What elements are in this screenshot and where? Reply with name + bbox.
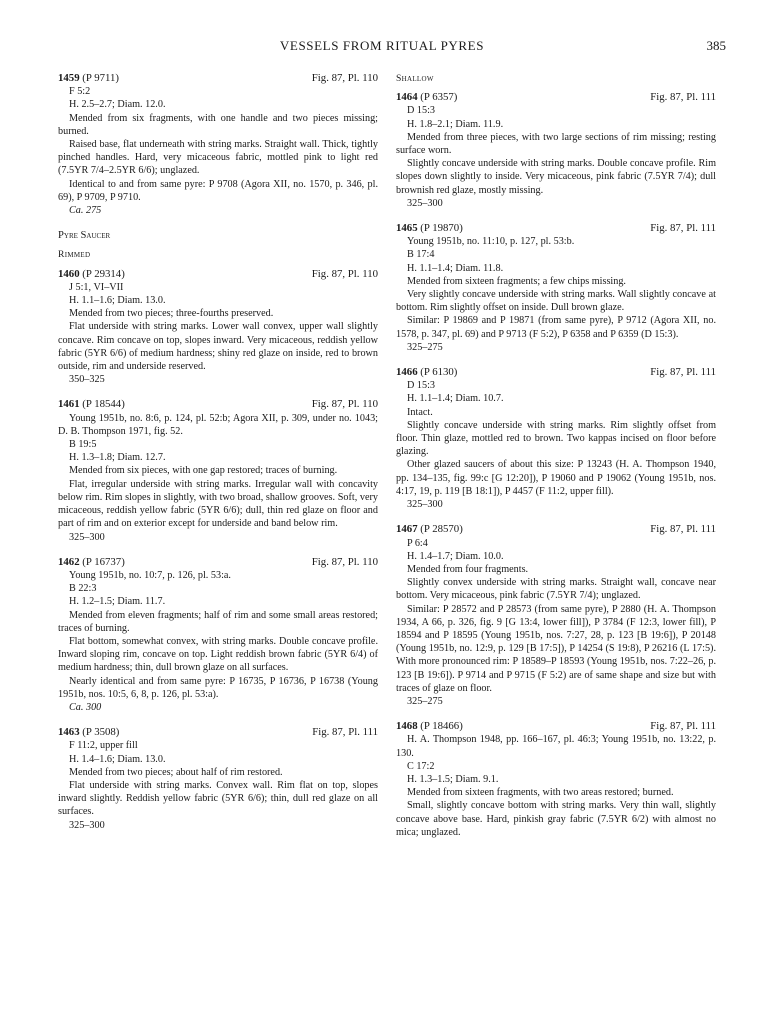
figure-reference: Fig. 87, Pl. 110 — [311, 72, 378, 84]
inventory-number: (P 19870) — [420, 222, 463, 235]
entry-number: 1459 — [58, 72, 80, 84]
comparanda: Other glazed saucers of about this size: P 13243 (H. A. Thompson 1940, pp. 134–135, fig. 99:c [G 12:20]), P 19060 and P 19062 (Young 1951b, nos. 4:17, 19, p. 119 [B 18:1]), P 4457 (F 11:2, upper fill). — [396, 459, 716, 497]
inventory-number: (P 3508) — [82, 726, 120, 739]
deposit: F 11:2, upper fill — [69, 740, 138, 752]
dimensions: H. 1.1–1.4; Diam. 10.7. — [407, 393, 504, 405]
description: Slightly concave underside with string marks. Rim slightly offset from floor. Thin glaze, mottled red to brown. Two kappas incised on floor before glazing. — [396, 419, 716, 458]
catalog-entry-1460 — [58, 268, 378, 387]
catalog-entry-1464 — [396, 91, 716, 210]
dimensions: H. 1.1–1.6; Diam. 13.0. — [69, 295, 166, 307]
dimensions: H. 1.1–1.4; Diam. 11.8. — [407, 262, 504, 274]
inventory-number: (P 9711) — [82, 72, 119, 84]
comparanda: Similar: P 19869 and P 19871 (from same pyre), P 9712 (Agora XII, no. 1578, p. 347, pl. 69) and P 9713 (F 5:2), P 6358 and P 6359 (D 15:3). — [396, 315, 716, 340]
entry-number: 1468 — [396, 720, 418, 733]
inventory-number: (P 6357) — [420, 91, 458, 104]
description: Small, slightly concave bottom with string marks. Very thin wall, slightly concave above base. Hard, pinkish gray fabric (7.5YR 6/2) with almost no mica; unglazed. — [396, 800, 716, 838]
dimensions: H. 2.5–2.7; Diam. 12.0. — [69, 99, 166, 111]
right-column — [396, 72, 716, 851]
condition: Mended from six pieces, with one gap restored; traces of burning. — [69, 465, 338, 477]
condition: Mended from three pieces, with two large sections of rim missing; resting surface worn. — [396, 131, 716, 157]
description: Flat underside with string marks. Convex wall. Rim flat on top, slopes inward slightly. Reddish yellow fabric (5YR 6/6); thin, dull red glaze on all surfaces. — [58, 779, 378, 818]
inventory-number: (P 16737) — [82, 555, 125, 568]
description: Flat bottom, somewhat convex, with string marks. Double concave profile. Inward sloping rim, concave on top. Light reddish brown fabric (5YR 6/4) of medium hardness; thin, dull brown glaze on all surfaces. — [58, 635, 378, 674]
inventory-number: (P 29314) — [82, 267, 125, 280]
condition: Mended from sixteen fragments; a few chips missing. — [407, 275, 626, 287]
entry-number: 1464 — [396, 91, 418, 104]
figure-reference: Fig. 87, Pl. 110 — [311, 267, 378, 280]
figure-reference: Fig. 87, Pl. 111 — [650, 366, 716, 379]
deposit: C 17:2 — [407, 760, 435, 772]
running-title: VESSELS FROM RITUAL PYRES — [279, 38, 485, 53]
dimensions: H. 1.3–1.5; Diam. 9.1. — [407, 773, 499, 785]
date: 325–275 — [407, 341, 443, 353]
catalog-entry-1462 — [58, 556, 378, 714]
entry-number: 1460 — [58, 267, 80, 280]
inventory-number: (P 18466) — [420, 720, 463, 733]
page-number: 385 — [706, 38, 726, 53]
condition: Mended from two pieces; about half of rim restored. — [69, 766, 283, 778]
inventory-number: (P 28570) — [420, 523, 463, 536]
bibliography: Young 1951b, no. 8:6, p. 124, pl. 52:b; Agora XII, p. 309, under no. 1043; D. B. Thompson 1971, fig. 52. — [58, 412, 378, 437]
figure-reference: Fig. 87, Pl. 111 — [650, 91, 716, 104]
date: 325–300 — [69, 819, 105, 831]
condition: Mended from sixteen fragments, with two areas restored; burned. — [407, 787, 674, 799]
catalog-entry-1461 — [58, 398, 378, 543]
date: Ca. 300 — [69, 701, 102, 713]
entry-number: 1466 — [396, 366, 418, 379]
description: Flat underside with string marks. Lower wall convex, upper wall slightly concave. Rim concave on top, slopes inward. Very micaceous, reddish yellow fabric (5YR 6/6) of medium hardness; shiny red glaze on inside, red to brown outside, rim and underside reserved. — [58, 321, 378, 373]
condition: Mended from four fragments. — [407, 563, 529, 575]
comparanda: Nearly identical and from same pyre: P 16735, P 16736, P 16738 (Young 1951b, nos. 10:5, 6, 8, p. 126, pl. 53:a). — [58, 675, 378, 700]
deposit: P 6:4 — [407, 537, 428, 549]
description: Slightly convex underside with string marks. Straight wall, concave near bottom. Very micaceous, pink fabric (7.5YR 7/4); unglazed. — [396, 577, 716, 602]
subsection-heading: Shallow — [396, 73, 434, 84]
dimensions: H. 1.3–1.8; Diam. 12.7. — [69, 452, 166, 464]
bibliography: Young 1951b, no. 10:7, p. 126, pl. 53:a. — [69, 569, 231, 581]
date: 325–300 — [69, 531, 105, 543]
dimensions: H. 1.8–2.1; Diam. 11.9. — [407, 118, 504, 130]
figure-reference: Fig. 87, Pl. 111 — [650, 222, 716, 235]
entry-number: 1461 — [58, 398, 80, 411]
description: Slightly concave underside with string marks. Double concave profile. Rim slopes down slightly to inside. Very micaceous, pink fabric (7.5YR 7/4); dull brownish red glaze, mostly missing. — [396, 158, 716, 196]
catalog-entry-1459 — [58, 72, 378, 217]
figure-reference: Fig. 87, Pl. 111 — [312, 726, 378, 739]
catalog-entry-1468 — [396, 720, 716, 839]
deposit: B 22:3 — [69, 583, 97, 595]
date: Ca. 275 — [69, 205, 102, 217]
catalog-entry-1465 — [396, 222, 716, 354]
catalog-entry-1467 — [396, 523, 716, 708]
figure-reference: Fig. 87, Pl. 111 — [650, 523, 716, 536]
description: Flat, irregular underside with string marks. Irregular wall with concavity below rim. Rim slopes in slightly, with two broad, shallow grooves. Soft, very micaceous, reddish yellow fabric (5YR 6/6); dull, thin red glaze on floor and part of rim and on exterior except for underside and band below rim. — [58, 478, 378, 530]
comparanda: Similar: P 28572 and P 28573 (from same pyre), P 2880 (H. A. Thompson 1934, A 66, p. 326, fig. 9 [G 13:4, lower fill]), P 3784 (F 12:3, lower fill), P 18594 and P 18595 (Young 1951b, nos. 7:27, 28, p. 123 [B 19:6]), P 20148 (Young 1951b, no. 12:9, p. 129 [B 17:5]), P 14254 (S 19:8), P 26216 (L 17:5). With more pronounced rim: P 18589–P 18593 (Young 1951b, nos. 7:22–26, p. 123 [B 19:6]). P 9714 and P 9715 (F 5:2) are of same shape and size but with traces of glaze on floor. — [396, 603, 716, 694]
dimensions: H. 1.4–1.7; Diam. 10.0. — [407, 550, 504, 562]
deposit: D 15:3 — [407, 380, 436, 392]
date: 325–300 — [407, 197, 443, 209]
figure-reference: Fig. 87, Pl. 110 — [311, 555, 378, 568]
description: Very slightly concave underside with string marks. Wall slightly concave at bottom. Rim slightly offset on inside. Dull brown glaze. — [396, 289, 716, 314]
catalog-entry-1463 — [58, 726, 378, 832]
condition: Mended from six fragments, with one handle and two pieces missing; burned. — [58, 112, 378, 137]
entry-number: 1463 — [58, 726, 80, 739]
date: 325–300 — [407, 499, 443, 511]
date: 325–275 — [407, 695, 443, 707]
inventory-number: (P 6130) — [420, 366, 458, 379]
catalog-entry-1466 — [396, 366, 716, 511]
dimensions: H. 1.4–1.6; Diam. 13.0. — [69, 753, 166, 765]
dimensions: H. 1.2–1.5; Diam. 11.7. — [69, 596, 166, 608]
deposit: D 15:3 — [407, 105, 436, 117]
figure-reference: Fig. 87, Pl. 111 — [650, 720, 716, 733]
condition: Mended from two pieces; three-fourths preserved. — [69, 308, 274, 320]
entry-number: 1465 — [396, 222, 418, 235]
bibliography: H. A. Thompson 1948, pp. 166–167, pl. 46:3; Young 1951b, no. 13:22, p. 130. — [396, 734, 716, 759]
comparanda: Identical to and from same pyre: P 9708 (Agora XII, no. 1570, p. 346, pl. 69), P 9709, P 9710. — [58, 178, 378, 203]
entry-number: 1462 — [58, 555, 80, 568]
inventory-number: (P 18544) — [82, 398, 125, 411]
deposit: B 19:5 — [69, 439, 97, 451]
bibliography: Young 1951b, no. 11:10, p. 127, pl. 53:b. — [407, 236, 575, 248]
deposit: B 17:4 — [407, 249, 435, 261]
entry-number: 1467 — [396, 523, 418, 536]
deposit: F 5:2 — [69, 86, 91, 98]
date: 350–325 — [69, 374, 105, 386]
condition: Mended from eleven fragments; half of rim and some small areas restored; traces of burning. — [58, 609, 378, 634]
left-column — [58, 72, 378, 844]
section-heading: Pyre Saucer — [58, 230, 111, 242]
figure-reference: Fig. 87, Pl. 110 — [311, 398, 378, 411]
description: Raised base, flat underneath with string marks. Straight wall. Thick, tightly pinched handles. Hard, very micaceous fabric, mottled pink to light red (7.5YR 7/4–2.5YR 6/6); unglazed. — [58, 139, 378, 177]
condition: Intact. — [407, 406, 433, 418]
deposit: J 5:1, VI–VII — [69, 281, 124, 293]
subsection-heading: Rimmed — [58, 249, 91, 261]
